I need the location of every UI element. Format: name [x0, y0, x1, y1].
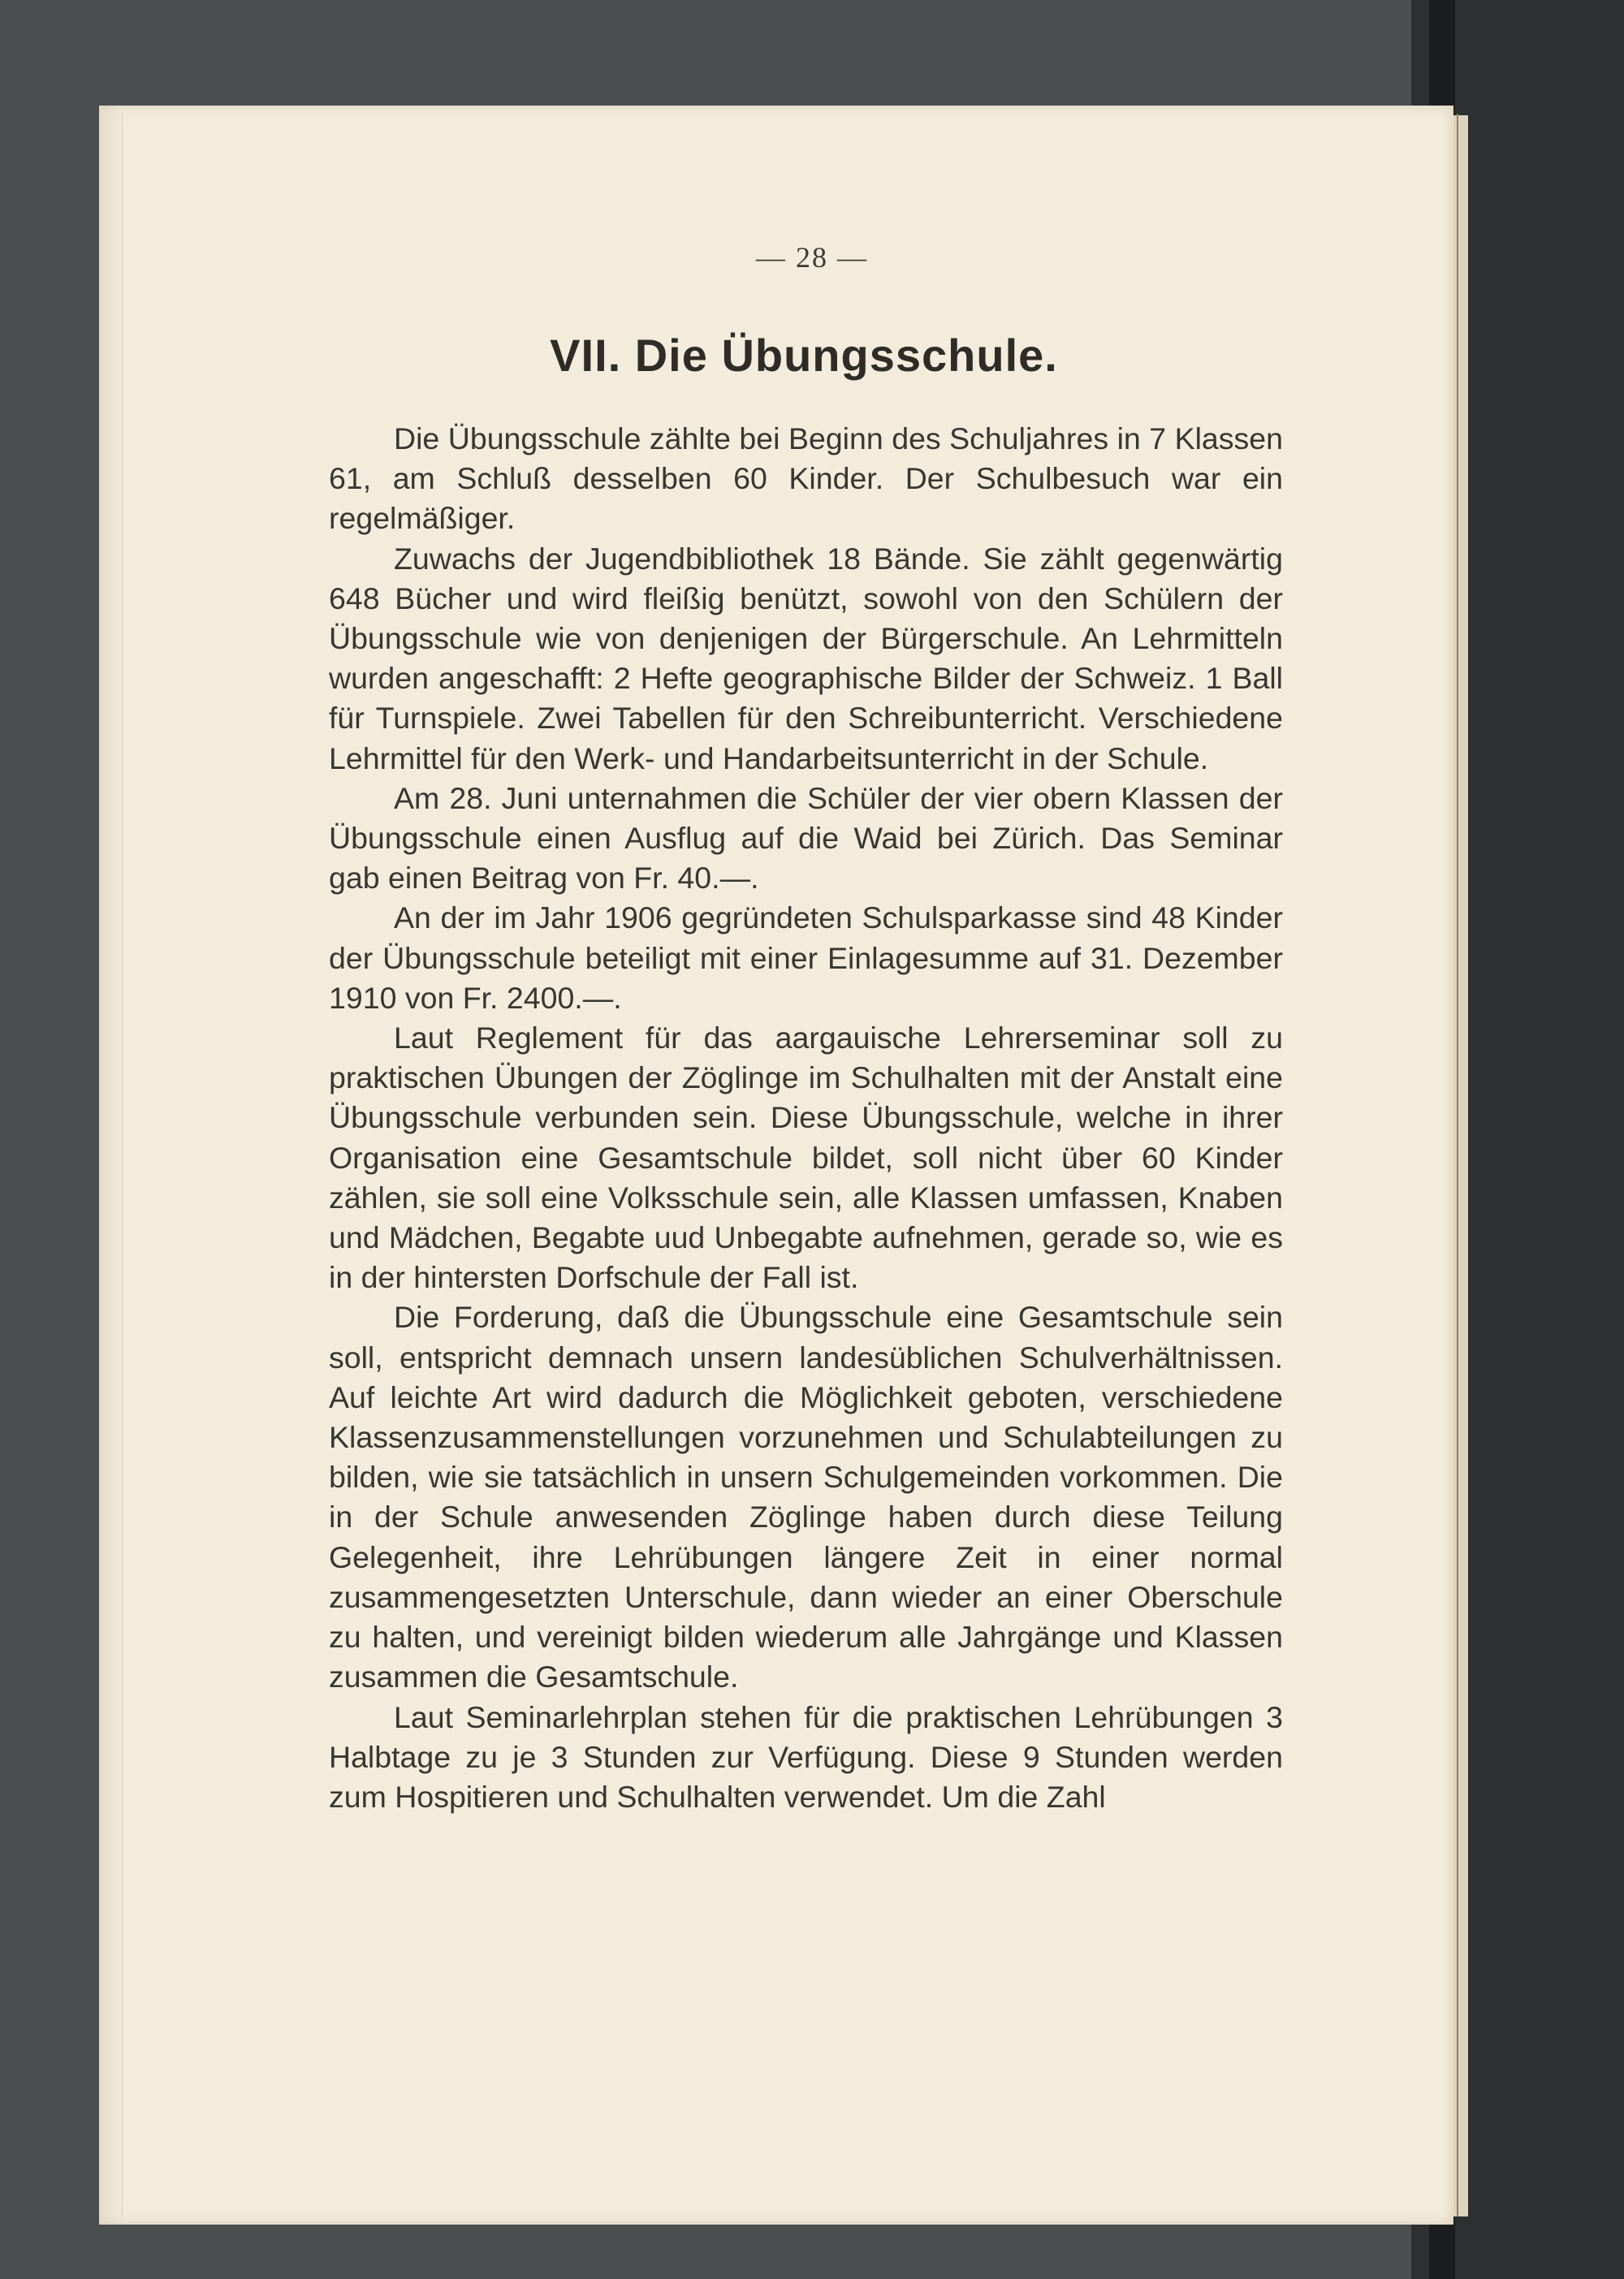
paragraph: Die Übungsschule zählte bei Beginn des Schuljahres in 7 Klassen 61, am Schluß desselben 60 Kinder. Der Schulbesuch war ein regelmäßiger.: [329, 421, 1283, 536]
page-fold: [1453, 115, 1468, 2216]
paragraph: Am 28. Juni unternahmen die Schüler der vier obern Klassen der Übungsschule einen Ausflug auf die Waid bei Zürich. Das Seminar gab einen Beitrag von Fr. 40.—.: [329, 780, 1283, 896]
paragraph: Laut Reglement für das aargauische Lehrerseminar soll zu praktischen Übungen der Zöglinge im Schulhalten mit der Anstalt eine Übungsschule verbunden sein. Diese Übungsschule, welche in ihrer Organisation eine Gesamtschule bildet, soll nicht über 60 Kinder zählen, sie soll eine Volksschule sein, alle Klassen umfassen, Knaben und Mädchen, Begabte uud Unbegabte aufnehmen, gerade so, wie es in der hintersten Dorfschule der Fall ist.: [329, 1021, 1283, 1295]
chapter-title: VII. Die Übungsschule.: [550, 330, 1058, 381]
page-number: — 28 —: [756, 241, 868, 274]
page-fold-line: [1457, 114, 1458, 2216]
paragraph: Die Forderung, daß die Übungsschule eine Gesamtschule sein soll, entspricht demnach unsern landesüblichen Schulverhältnissen. Auf leichte Art wird dadurch die Möglichkeit geboten, verschiedene Klassenzusammenstellungen vorzunehmen und Schulabteilungen zu bilden, wie sie tatsächlich in unsern Schulgemeinden vorkommen. Die in der Schule anwesenden Zöglinge haben durch diese Teilung Gelegenheit, ihre Lehrübungen längere Zeit in einer normal zusammengesetzten Unterschule, dann wieder an einer Oberschule zu halten, und vereinigt bilden wiederum alle Jahrgänge und Klassen zusammen die Gesamtschule.: [329, 1300, 1283, 1694]
body-text: [329, 419, 1283, 1817]
paragraph: An der im Jahr 1906 gegründeten Schulsparkasse sind 48 Kinder der Übungsschule beteiligt mit einer Einlagesumme auf 31. Dezember 1910 von Fr. 2400.—.: [329, 900, 1283, 1015]
gutter-line: [122, 114, 123, 2216]
paragraph: Zuwachs der Jugendbibliothek 18 Bände. Sie zählt gegenwärtig 648 Bücher und wird fleißig benützt, sowohl von den Schülern der Übungsschule wie von denjenigen der Bürgerschule. An Lehrmitteln wurden angeschafft: 2 Hefte geographische Bilder der Schweiz. 1 Ball für Turnspiele. Zwei Tabellen für den Schreibunterricht. Verschiedene Lehrmittel für den Werk- und Handarbeitsunterricht in der Schule.: [329, 541, 1283, 775]
paragraph: Laut Seminarlehrplan stehen für die praktischen Lehrübungen 3 Halbtage zu je 3 Stunden zur Verfügung. Diese 9 Stunden werden zum Hospitieren und Schulhalten verwendet. Um die Zahl: [329, 1699, 1283, 1814]
